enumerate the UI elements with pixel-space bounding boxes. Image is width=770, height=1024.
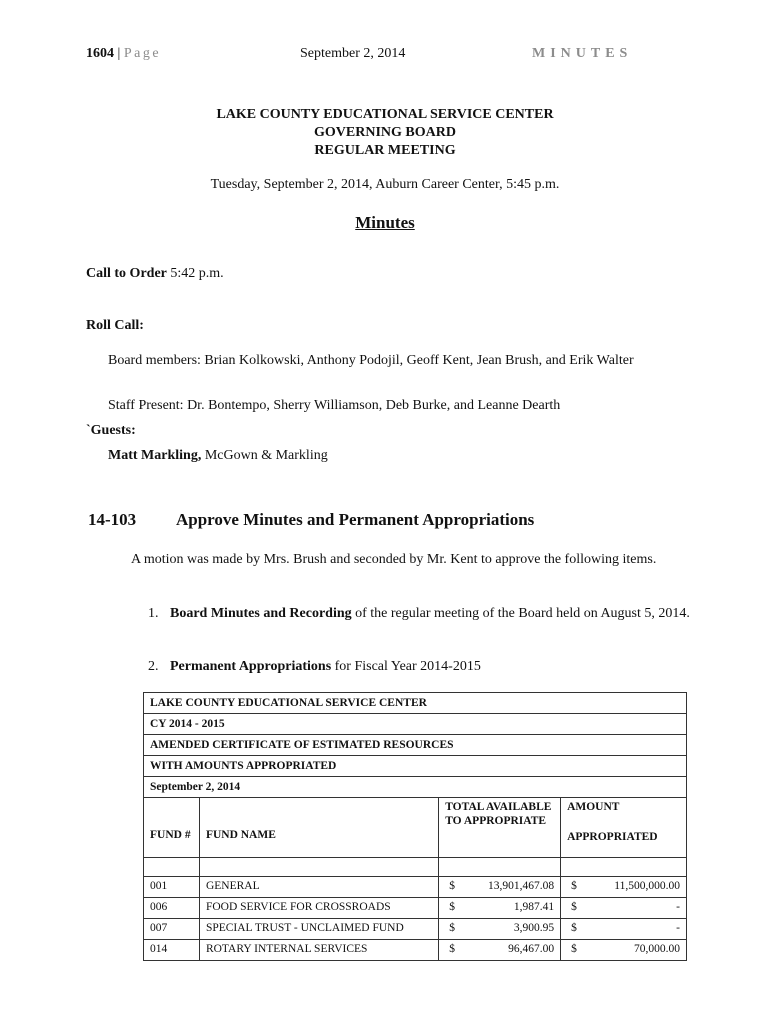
table-spacer-row — [144, 858, 687, 877]
list-item-text — [170, 605, 690, 623]
amount-value: 96,467.00 — [508, 943, 555, 955]
list-item-number: 1. — [148, 606, 159, 621]
list-item-bold: Permanent Appropriations — [170, 659, 332, 674]
call-to-order-label: Call to Order — [86, 266, 167, 281]
cell-total-available — [439, 898, 561, 919]
item-title: Approve Minutes and Permanent Appropriations — [176, 510, 535, 529]
table-title-row: September 2, 2014 — [144, 777, 687, 798]
list-item-rest: of the regular meeting of the Board held on August 5, 2014. — [351, 606, 690, 621]
list-item-bold: Board Minutes and Recording — [170, 606, 352, 621]
cell-fund-num: 006 — [144, 898, 200, 919]
cell-appropriated — [561, 919, 687, 940]
currency-sign: $ — [571, 922, 577, 934]
guest-org: McGown & Markling — [204, 448, 328, 463]
page-number: 1604 — [86, 46, 114, 61]
amount-value: - — [676, 901, 680, 913]
cell-appropriated — [561, 898, 687, 919]
col-header-fund-name: FUND NAME — [199, 798, 438, 858]
document-title — [0, 106, 770, 160]
motion-text: A motion was made by Mrs. Brush and seconded by Mr. Kent to approve the following items. — [131, 552, 657, 567]
table-header-row — [144, 798, 687, 858]
spacer-cell — [439, 858, 561, 877]
title-line-2: GOVERNING BOARD — [314, 125, 456, 140]
amount-value: 1,987.41 — [513, 901, 555, 913]
spacer-cell — [144, 858, 200, 877]
appropriations-table — [143, 692, 687, 961]
spacer-cell — [199, 858, 438, 877]
currency-sign: $ — [449, 922, 455, 934]
cell-fund-name: ROTARY INTERNAL SERVICES — [199, 940, 438, 961]
list-item — [148, 658, 708, 678]
cell-appropriated — [561, 877, 687, 898]
cell-total-available — [439, 940, 561, 961]
board-members: Board members: Brian Kolkowski, Anthony Podojil, Geoff Kent, Jean Brush, and Erik Walter — [108, 353, 634, 368]
col-header-total-line-2: TO APPROPRIATE — [445, 815, 547, 827]
header-section: MINUTES — [532, 46, 633, 61]
minutes-heading: Minutes — [355, 213, 415, 232]
cell-total-available — [439, 919, 561, 940]
meeting-info: Tuesday, September 2, 2014, Auburn Career Center, 5:45 p.m. — [210, 177, 560, 192]
cell-fund-num: 014 — [144, 940, 200, 961]
table-title-row: CY 2014 - 2015 — [144, 714, 687, 735]
currency-sign: $ — [449, 901, 455, 913]
amount-value: 70,000.00 — [634, 943, 680, 955]
currency-sign: $ — [571, 880, 577, 892]
amount-value: 3,900.95 — [513, 922, 555, 934]
col-header-total-line-1: TOTAL AVAILABLE — [445, 801, 552, 813]
spacer-cell — [561, 858, 687, 877]
cell-fund-name: FOOD SERVICE FOR CROSSROADS — [199, 898, 438, 919]
col-header-amount — [561, 798, 687, 858]
header-date: September 2, 2014 — [300, 46, 406, 61]
title-line-3: REGULAR MEETING — [314, 143, 456, 158]
call-to-order-time: 5:42 p.m. — [170, 266, 224, 281]
table-title-row: WITH AMOUNTS APPROPRIATED — [144, 756, 687, 777]
table-row — [144, 919, 687, 940]
amount-value: - — [676, 922, 680, 934]
col-header-amount-line-2: APPROPRIATED — [567, 831, 658, 843]
page-word: Page — [123, 46, 162, 61]
list-item-number: 2. — [148, 659, 159, 674]
page-header-left — [86, 46, 161, 62]
cell-fund-name: GENERAL — [199, 877, 438, 898]
list-item-text — [170, 658, 690, 676]
amount-value: 11,500,000.00 — [614, 880, 680, 892]
cell-fund-num: 007 — [144, 919, 200, 940]
title-line-1: LAKE COUNTY EDUCATIONAL SERVICE CENTER — [216, 107, 554, 122]
table-row — [144, 898, 687, 919]
guest-name: Matt Markling, — [108, 448, 202, 463]
table-title-row: AMENDED CERTIFICATE OF ESTIMATED RESOURCES — [144, 735, 687, 756]
list-item-rest: for Fiscal Year 2014-2015 — [331, 659, 481, 674]
item-number: 14-103 — [88, 510, 137, 529]
cell-fund-name: SPECIAL TRUST - UNCLAIMED FUND — [199, 919, 438, 940]
header-separator: | — [117, 46, 121, 61]
col-header-fund-num: FUND # — [144, 798, 200, 858]
cell-fund-num: 001 — [144, 877, 200, 898]
currency-sign: $ — [449, 880, 455, 892]
currency-sign: $ — [571, 943, 577, 955]
cell-total-available — [439, 877, 561, 898]
roll-call-label: Roll Call: — [86, 318, 144, 333]
guests-label: `Guests: — [86, 423, 136, 438]
list-item — [148, 605, 708, 645]
staff-present: Staff Present: Dr. Bontempo, Sherry Williamson, Deb Burke, and Leanne Dearth — [108, 398, 561, 413]
cell-appropriated — [561, 940, 687, 961]
call-to-order — [86, 266, 224, 282]
col-header-amount-line-1: AMOUNT — [567, 801, 620, 813]
col-header-total-available — [439, 798, 561, 858]
table-row — [144, 940, 687, 961]
currency-sign: $ — [571, 901, 577, 913]
amount-value: 13,901,467.08 — [487, 880, 555, 892]
guest-entry — [108, 448, 328, 464]
currency-sign: $ — [449, 943, 455, 955]
table-row — [144, 877, 687, 898]
table-title-row: LAKE COUNTY EDUCATIONAL SERVICE CENTER — [144, 693, 687, 714]
